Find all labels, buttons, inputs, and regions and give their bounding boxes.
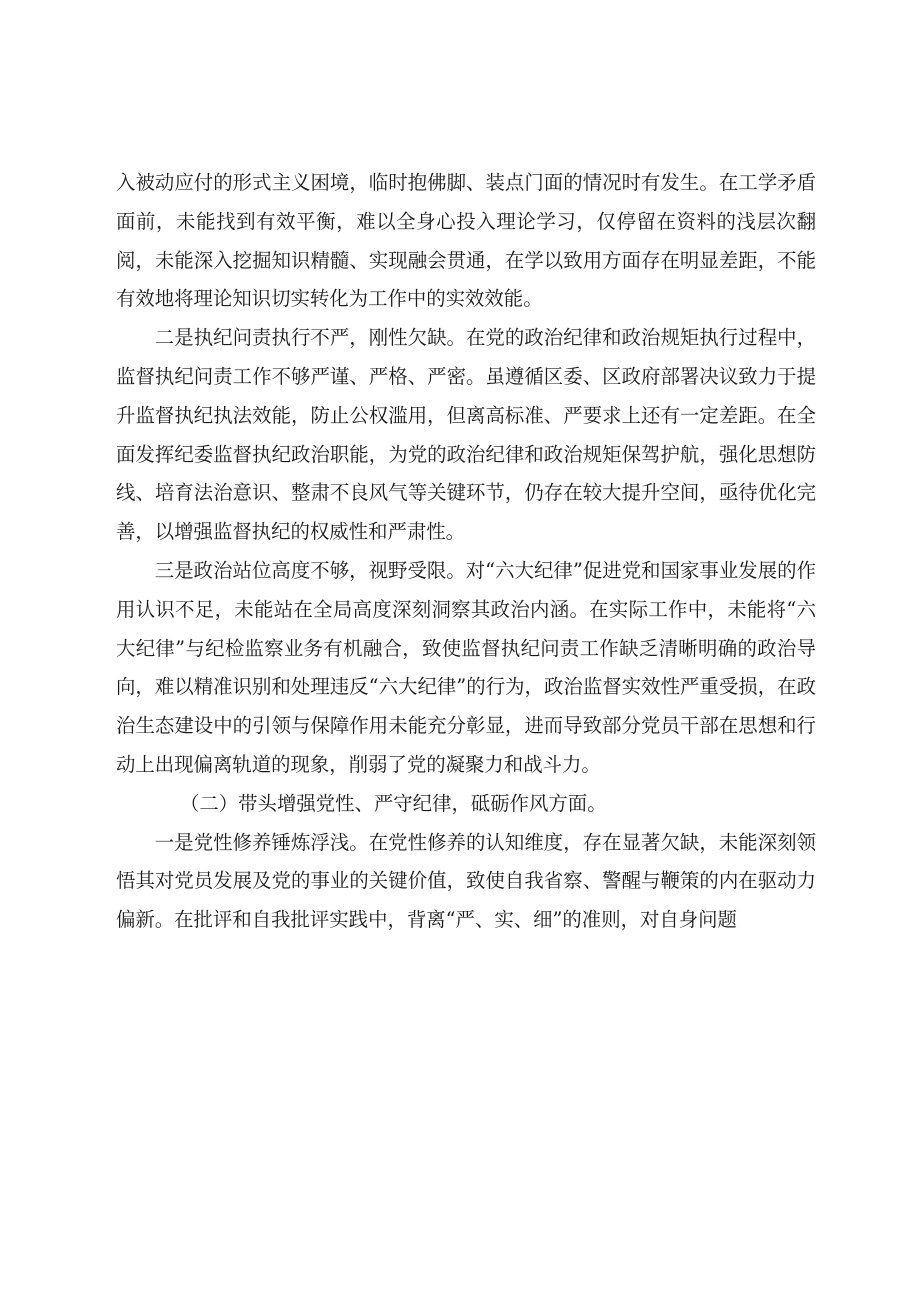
paragraph-party-spirit: 一是党性修养锤炼浮浅。在党性修养的认知维度，存在显著欠缺，未能深刻领悟其对党员发展及党的事业的关键价值，致使自我省察、警醒与鞭策的内在驱动力偏新。在批评和自我批评实践中，背离“严、实、细”的准则，对自身问题 <box>116 830 816 932</box>
paragraph-discipline-enforcement: 二是执纪问责执行不严，刚性欠缺。在党的政治纪律和政治规矩执行过程中，监督执纪问责工作不够严谨、严格、严密。虽遵循区委、区政府部署决议致力于提升监督执纪执法效能，防止公权滥用，但离高标准、严要求上还有一定差距。在全面发挥纪委监督执纪政治职能，为党的政治纪律和政治规矩保驾护航，强化思想防线、培育法治意识、整肃不良风气等关键环节，仍存在较大提升空间，亟待优化完善，以增强监督执纪的权威性和严肃性。 <box>116 326 816 544</box>
paragraph-political-stance: 三是政治站位高度不够，视野受限。对“六大纪律”促进党和国家事业发展的作用认识不足，未能站在全局高度深刻洞察其政治内涵。在实际工作中，未能将“六大纪律”与纪检监察业务有机融合，致使监督执纪问责工作缺乏清晰明确的政治导向，难以精准识别和处理违反“六大纪律”的行为，政治监督实效性严重受损，在政治生态建设中的引领与保障作用未能充分彰显，进而导致部分党员干部在思想和行动上出现偏离轨道的现象，削弱了党的凝聚力和战斗力。 <box>116 558 816 776</box>
paragraph-continuation: 入被动应付的形式主义困境，临时抱佛脚、装点门面的情况时有发生。在工学矛盾面前，未能找到有效平衡，难以全身心投入理论学习，仅停留在资料的浅层次翻阅，未能深入挖掘知识精髓、实现融会贯通，在学以致用方面存在明显差距，不能有效地将理论知识切实转化为工作中的实效效能。 <box>116 171 816 311</box>
section-heading: （二）带头增强党性、严守纪律，砥砺作风方面。 <box>180 791 607 815</box>
document-body <box>116 164 816 940</box>
